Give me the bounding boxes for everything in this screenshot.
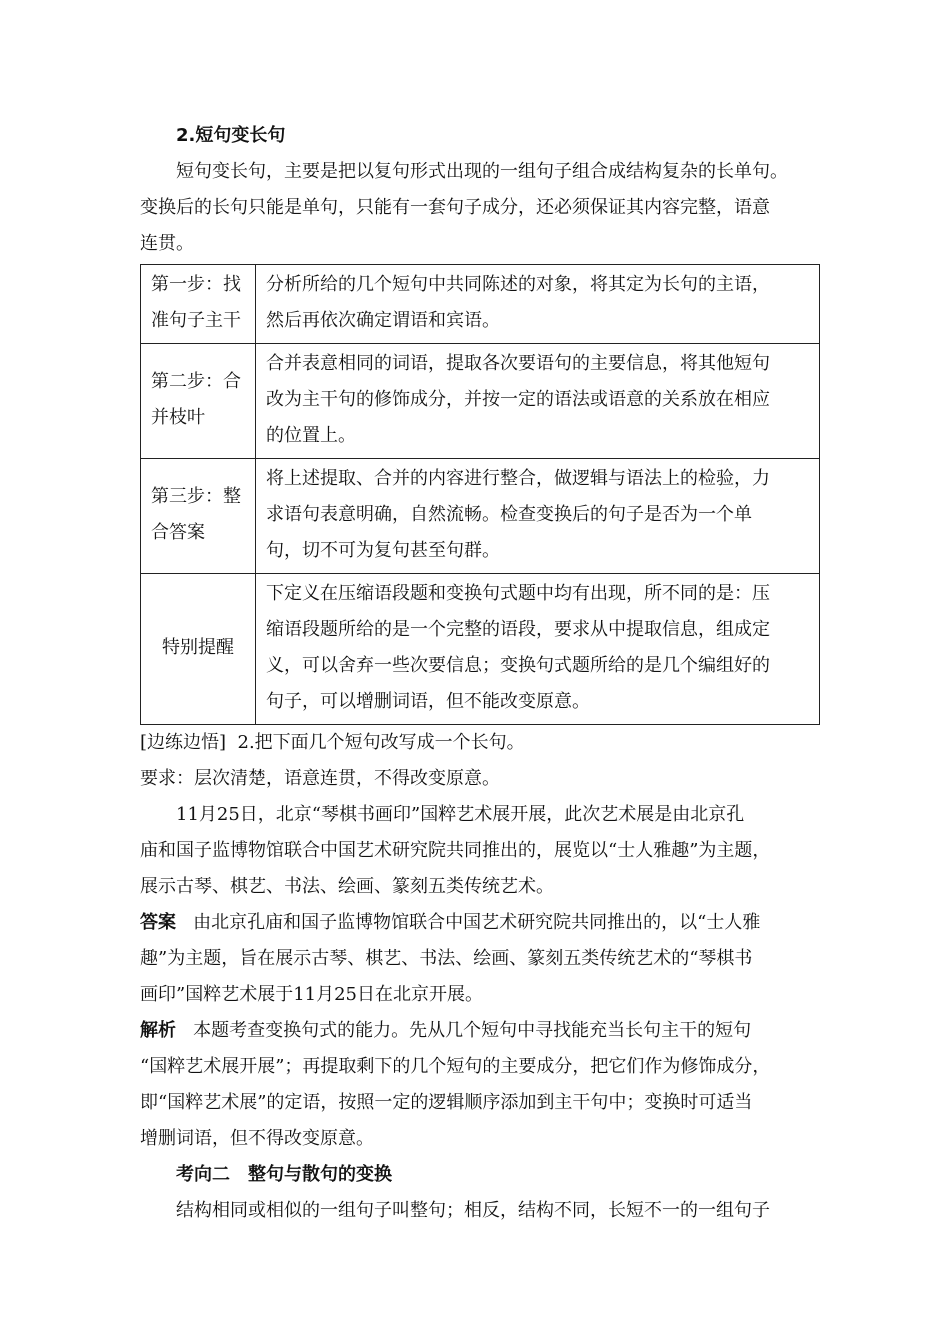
analysis-line: 即“国粹艺术展”的定语，按照一定的逻辑顺序添加到主干句中；变换时可适当 <box>140 1092 753 1113</box>
table-row <box>141 459 820 574</box>
step-content-line: 义，可以舍弃一些次要信息；变换句式题所给的是几个编组好的 <box>266 655 770 676</box>
analysis-block <box>140 1013 820 1157</box>
passage-line: 11月25日，北京“琴棋书画印”国粹艺术展开展，此次艺术展是由北京孔 <box>176 804 745 825</box>
exercise-tag: [边练边悟] <box>140 732 227 753</box>
step-content-line: 合并表意相同的词语，提取各次要语句的主要信息，将其他短句 <box>266 353 770 374</box>
step-content-line: 句子，可以增删词语，但不能改变原意。 <box>266 691 590 712</box>
intro-paragraph <box>140 154 820 262</box>
step-content <box>256 344 820 459</box>
step-label-line: 准句子主干 <box>151 310 241 331</box>
answer-block <box>140 905 820 1013</box>
next-section-title: 考向二 整句与散句的变换 <box>176 1164 392 1185</box>
answer-line: 画印”国粹艺术展于11月25日在北京开展。 <box>140 984 484 1005</box>
answer-line: 由北京孔庙和国子监博物馆联合中国艺术研究院共同推出的，以“士人雅 <box>193 912 761 933</box>
analysis-line: 本题考查变换句式的能力。先从几个短句中寻找能充当长句主干的短句 <box>193 1020 752 1041</box>
document-page <box>140 118 820 1229</box>
steps-table <box>140 264 820 725</box>
step-content-line: 分析所给的几个短句中共同陈述的对象，将其定为长句的主语， <box>266 274 770 295</box>
intro-line: 连贯。 <box>140 233 194 254</box>
step-content-line: 句，切不可为复句甚至句群。 <box>266 540 500 561</box>
exercise-prompt <box>140 725 820 761</box>
step-content-line: 将上述提取、合并的内容进行整合，做逻辑与语法上的检验，力 <box>266 468 770 489</box>
step-label <box>141 459 256 574</box>
step-content-line: 改为主干句的修饰成分，并按一定的语法或语意的关系放在相应 <box>266 389 770 410</box>
next-intro-line: 结构相同或相似的一组句子叫整句；相反，结构不同，长短不一的一组句子 <box>176 1200 770 1221</box>
exercise-requirement: 要求：层次清楚，语意连贯，不得改变原意。 <box>140 768 500 789</box>
step-label-line: 第一步：找 <box>151 274 241 295</box>
passage-line: 展示古琴、棋艺、书法、绘画、篆刻五类传统艺术。 <box>140 876 554 897</box>
intro-line: 变换后的长句只能是单句，只能有一套句子成分，还必须保证其内容完整，语意 <box>140 197 770 218</box>
exercise-prompt-text: 2.把下面几个短句改写成一个长句。 <box>237 732 525 753</box>
step-label <box>141 574 256 725</box>
step-content-line: 求语句表意明确，自然流畅。检查变换后的句子是否为一个单 <box>266 504 752 525</box>
analysis-first-line <box>140 1013 820 1049</box>
analysis-line: “国粹艺术展开展”；再提取剩下的几个短句的主要成分，把它们作为修饰成分， <box>140 1056 771 1077</box>
section-title: 2.短句变长句 <box>176 125 286 146</box>
analysis-line: 增删词语，但不得改变原意。 <box>140 1128 374 1149</box>
step-content-line: 然后再依次确定谓语和宾语。 <box>266 310 500 331</box>
answer-line: 趣”为主题，旨在展示古琴、棋艺、书法、绘画、篆刻五类传统艺术的“琴棋书 <box>140 948 753 969</box>
step-label-line: 第二步：合 <box>151 371 241 392</box>
step-label <box>141 344 256 459</box>
passage-line: 庙和国子监博物馆联合中国艺术研究院共同推出的，展览以“士人雅趣”为主题， <box>140 840 771 861</box>
answer-first-line <box>140 905 820 941</box>
step-label-line: 特别提醒 <box>162 637 234 658</box>
step-label <box>141 265 256 344</box>
step-content <box>256 574 820 725</box>
step-content <box>256 265 820 344</box>
step-label-line: 并枝叶 <box>151 407 205 428</box>
step-content-line: 的位置上。 <box>266 425 356 446</box>
table-row <box>141 574 820 725</box>
step-label-line: 合答案 <box>151 522 205 543</box>
intro-line: 短句变长句，主要是把以复句形式出现的一组句子组合成结构复杂的长单句。 <box>176 161 788 182</box>
step-content-line: 缩语段题所给的是一个完整的语段，要求从中提取信息，组成定 <box>266 619 770 640</box>
analysis-label: 解析 <box>140 1020 176 1041</box>
table-row <box>141 344 820 459</box>
step-content <box>256 459 820 574</box>
step-label-line: 第三步：整 <box>151 486 241 507</box>
exercise-passage <box>140 797 820 905</box>
answer-label: 答案 <box>140 912 176 933</box>
table-row <box>141 265 820 344</box>
step-content-line: 下定义在压缩语段题和变换句式题中均有出现，所不同的是：压 <box>266 583 770 604</box>
